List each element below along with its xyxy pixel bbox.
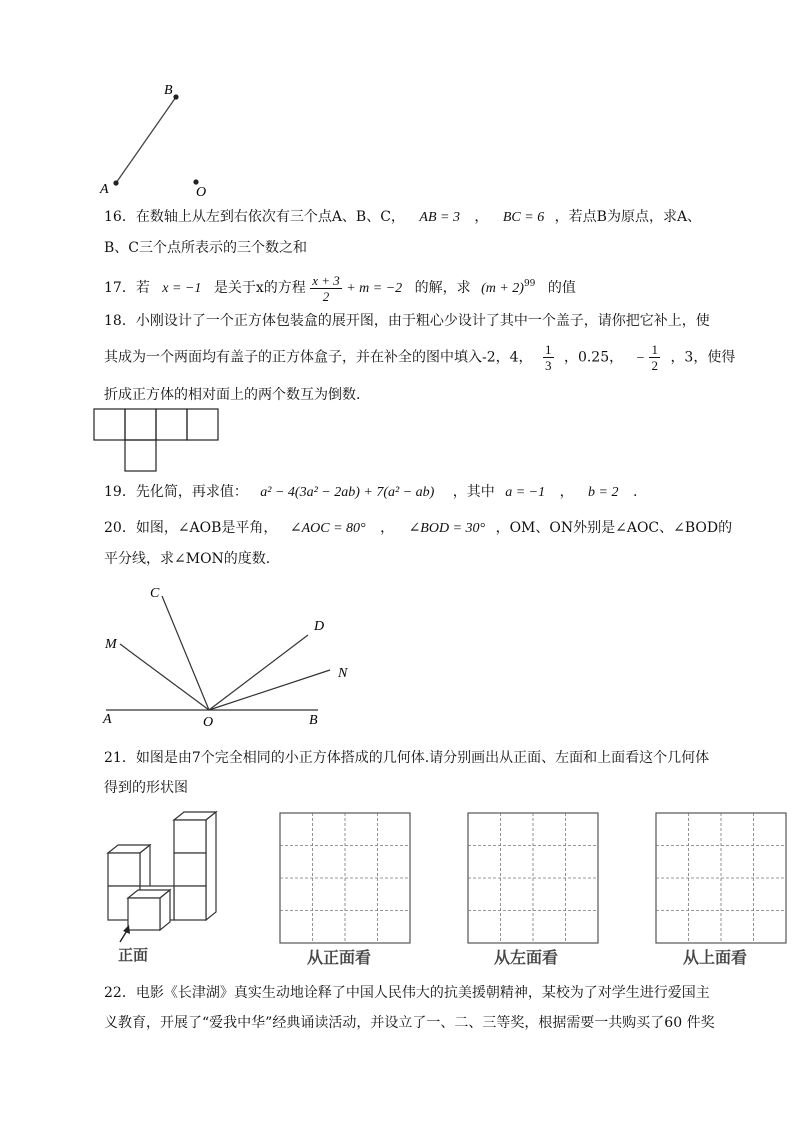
ray-on (209, 670, 330, 710)
q21-line2: 得到的形状图 (104, 780, 188, 796)
q19-line: 19．先化简，再求值： a² − 4(3a² − 2ab) + 7(a² − ab) ，其中 a = −1 ， b = 2 . (104, 484, 638, 500)
ray-od (209, 635, 308, 710)
caption-front-view: 从正面看 (307, 948, 372, 967)
q18-fraction-neg-half: $\frac{1}{2}$ (651, 342, 658, 373)
label-o: O (196, 185, 207, 200)
label-n: N (338, 666, 348, 681)
q16-line1: 16．在数轴上从左到右依次有三个点A、B、C， AB = 3 ， BC = 6 ，若点B为原点，求A、 (104, 209, 702, 225)
cube-solid-figure (102, 805, 224, 965)
label-m: M (105, 637, 117, 652)
net-square (125, 440, 156, 471)
point-b (173, 94, 178, 99)
top-view-grid (655, 812, 787, 944)
q21-line1: 21．如图是由7个完全相同的小正方体搭成的几何体.请分别画出从正面、左面和上面看这个几何体 (104, 750, 710, 766)
q17-fraction: $\frac{x + 3}{2}$ (312, 272, 340, 304)
label-d: D (314, 619, 325, 634)
point-o (193, 179, 198, 184)
point-a (113, 180, 118, 185)
caption-left-view: 从左面看 (494, 948, 559, 967)
q18-line2: 其成为一个两面均有盖子的正方体盒子，并在补全的图中填入-2，4， $\frac{1}{3}$ ，0.25， − $\frac{1}{2}$ ，3，使得 (104, 342, 736, 373)
q20-line2: 平分线，求∠MON的度数. (104, 551, 271, 567)
q16-line2: B、C三个点所表示的三个数之和 (104, 240, 307, 256)
q17-line: 17．若 x = −1 是关于x的方程 $\frac{x + 3}{2}$ + m = −2 的解，求 $(m + 2)^{99}$ 的值 (104, 272, 576, 304)
q22-line1: 22．电影《长津湖》真实生动地诠释了中国人民伟大的抗美援朝精神，某校为了对学生进行爱国主 (104, 985, 710, 1001)
left-view-grid (467, 812, 599, 944)
q22-line2: 义教育，开展了“爱我中华”经典诵读活动，并设立了一、二、三等奖，根据需要一共购买了60 件奖 (104, 1015, 715, 1031)
net-square (187, 409, 218, 440)
segment-ab (116, 97, 176, 183)
label-a: A (103, 712, 112, 727)
label-c: C (150, 586, 160, 601)
front-view-grid (279, 812, 411, 944)
label-a: A (100, 182, 109, 197)
label-o: O (203, 715, 214, 730)
q18-line3: 折成正方体的相对面上的两个数互为倒数. (104, 387, 361, 403)
segment-ab-figure (90, 75, 230, 205)
label-b: B (309, 713, 318, 728)
q18-line1: 18．小刚设计了一个正方体包装盒的展开图，由于粗心少设计了其中一个盖子，请你把它补上，使 (104, 313, 710, 329)
label-b: B (164, 83, 173, 98)
net-square (156, 409, 187, 440)
caption-top-view: 从上面看 (683, 948, 748, 967)
angle-figure (96, 580, 366, 730)
q18-fraction-one-third: $\frac{1}{3}$ (545, 342, 552, 373)
cube-net-figure (93, 408, 219, 472)
net-square (94, 409, 125, 440)
net-square (125, 409, 156, 440)
front-label: 正面 (118, 946, 149, 964)
q20-line1: 20．如图，∠AOB是平角， ∠AOC = 80° ， ∠BOD = 30° ，OM、ON外别是∠AOC、∠BOD的 (104, 520, 733, 536)
